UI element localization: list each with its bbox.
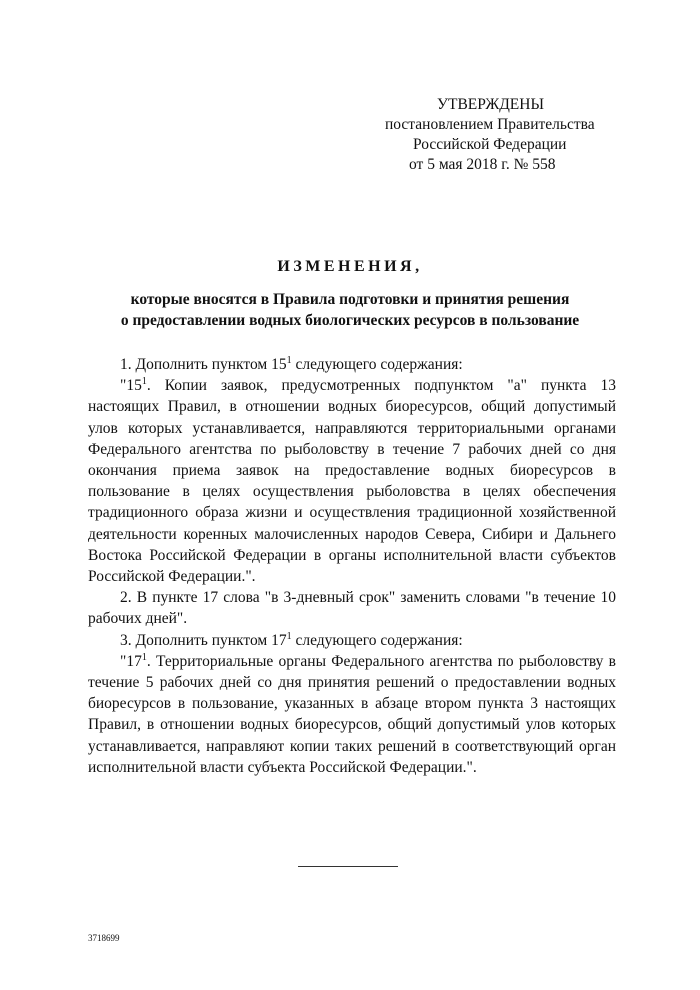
document-subtitle xyxy=(0,289,700,331)
item-1-quote-num: "15 xyxy=(120,377,142,395)
item-2: 2. В пункте 17 слова "в 3-дневный срок" заменить словами "в течение 10 рабочих дней". xyxy=(88,589,616,628)
approval-heading: УТВЕРЖДЕНЫ xyxy=(437,96,544,113)
item-1-intro-tail: следующего содержания: xyxy=(291,356,463,373)
superscript: 1 xyxy=(141,376,147,388)
subtitle-line-1: которые вносятся в Правила подготовки и принятия решения xyxy=(130,291,570,308)
document-number: 3718699 xyxy=(88,933,120,943)
superscript: 1 xyxy=(141,651,147,663)
separator-line xyxy=(298,866,398,867)
item-1-quote xyxy=(88,375,616,587)
item-3-intro-text: 3. Дополнить пунктом 17 xyxy=(120,631,287,649)
item-3-quote-num: "17 xyxy=(120,652,142,670)
document-body xyxy=(88,354,616,778)
item-3-intro-tail: следующего содержания: xyxy=(291,631,463,649)
subtitle-line-2: о предоставлении водных биологических ресурсов в пользование xyxy=(120,312,580,329)
approval-line-1: постановлением Правительства xyxy=(385,116,595,133)
item-1-intro-text: 1. Дополнить пунктом 15 xyxy=(120,356,287,373)
approval-block xyxy=(385,95,635,175)
item-3-quote-text: . Территориальные органы Федерального агентства по рыболовству в течение 5 рабочих дней со дня принятия решений о предоставлении водных биоресурсов в пользование, указанных в абзаце втором пункта 3 настоящих Правил, в отношении водных биоресурсов, общий допустимый улов которых устанавливается, направляют копии таких решений в соответствующий орган исполнительной власти субъекта Российской Федерации.". xyxy=(88,652,616,776)
item-1-quote-text: . Копии заявок, предусмотренных подпунктом "а" пункта 13 настоящих Правил, в отношении водных биоресурсов, общий допустимый улов которых устанавливается, направляются территориальными органами Федерального агентства по рыболовству в течение 7 рабочих дней со дня окончания приема заявок на предоставление водных биоресурсов в пользование в целях осуществления рыболовства в целях обеспечения традиционного образа жизни и осуществления традиционной хозяйственной деятельности коренных малочисленных народов Севера, Сибири и Дальнего Востока Российской Федерации в органы исполнительной власти субъектов Российской Федерации.". xyxy=(88,377,616,586)
approval-line-3: от 5 мая 2018 г. № 558 xyxy=(409,156,556,173)
item-3-intro xyxy=(88,630,616,651)
item-3-quote xyxy=(88,651,616,778)
document-title: ИЗМЕНЕНИЯ, xyxy=(277,258,423,275)
approval-line-2: Российской Федерации xyxy=(413,136,567,153)
item-1-intro xyxy=(88,354,616,375)
superscript: 1 xyxy=(286,354,292,366)
superscript: 1 xyxy=(286,630,292,642)
